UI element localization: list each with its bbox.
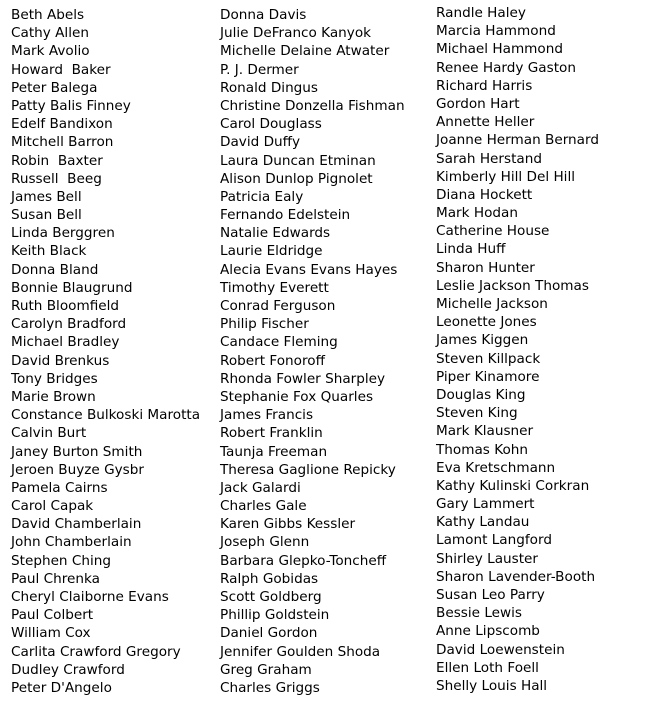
name-entry: Edelf Bandixon: [11, 116, 113, 133]
name-entry: Robert Franklin: [220, 425, 323, 442]
name-entry: Thomas Kohn: [436, 441, 528, 458]
name-entry: Joseph Glenn: [220, 534, 310, 551]
name-entry: Joanne Herman Bernard: [436, 132, 599, 149]
name-entry: Kathy Kulinski Corkran: [436, 477, 590, 494]
name-entry: Renee Hardy Gaston: [436, 59, 576, 76]
name-entry: Shirley Lauster: [436, 550, 538, 567]
name-entry: Charles Gale: [220, 498, 307, 515]
name-entry: Pamela Cairns: [11, 479, 108, 496]
name-entry: Carol Douglass: [220, 116, 322, 133]
name-entry: Leslie Jackson Thomas: [436, 277, 589, 294]
name-entry: Donna Bland: [11, 261, 99, 278]
name-entry: David Chamberlain: [11, 516, 142, 533]
name-entry: Laura Duncan Etminan: [220, 152, 376, 169]
name-entry: John Chamberlain: [11, 534, 132, 551]
name-entry: Michael Hammond: [436, 41, 563, 58]
name-entry: Lamont Langford: [436, 532, 552, 549]
name-entry: Christine Donzella Fishman: [220, 97, 405, 114]
name-entry: Eva Kretschmann: [436, 459, 556, 476]
name-entry: Tony Bridges: [11, 370, 98, 387]
name-entry: Mark Hodan: [436, 205, 518, 222]
name-entry: Sharon Lavender-Booth: [436, 568, 596, 585]
name-entry: Linda Berggren: [11, 225, 115, 242]
name-entry: David Duffy: [220, 134, 301, 151]
name-entry: Donna Davis: [220, 7, 307, 23]
name-entry: Kathy Landau: [436, 514, 530, 531]
name-entry: Anne Lipscomb: [436, 623, 540, 640]
name-entry: Fernando Edelstein: [220, 207, 351, 224]
name-entry: Patricia Ealy: [220, 188, 304, 205]
name-entry: Beth Abels: [11, 7, 85, 23]
name-entry: Scott Goldberg: [220, 589, 322, 605]
name-entry: Michelle Jackson: [436, 296, 548, 312]
name-entry: Howard Baker: [11, 61, 111, 78]
name-entry: Constance Bulkoski Marotta: [11, 407, 201, 424]
name-column-1: [11, 6, 200, 697]
name-entry: Sarah Herstand: [436, 150, 542, 167]
name-entry: Mark Klausner: [436, 423, 534, 440]
name-entry: Catherine House: [436, 223, 550, 240]
name-entry: Bessie Lewis: [436, 605, 522, 622]
name-entry: Ellen Loth Foell: [436, 659, 539, 676]
name-entry: Natalie Edwards: [220, 225, 331, 242]
name-entry: Charles Griggs: [220, 679, 320, 696]
name-entry: Richard Harris: [436, 77, 533, 94]
name-entry: Susan Bell: [11, 207, 82, 224]
name-entry: Laurie Eldridge: [220, 243, 323, 260]
name-entry: Cheryl Claiborne Evans: [11, 589, 169, 605]
name-entry: James Kiggen: [436, 332, 529, 349]
name-entry: Alison Dunlop Pignolet: [220, 170, 373, 187]
name-entry: Douglas King: [436, 386, 526, 403]
name-entry: Timothy Everett: [220, 279, 329, 296]
name-column-2: [220, 6, 405, 697]
name-entry: Theresa Gaglione Repicky: [220, 461, 396, 478]
name-entry: Keith Black: [11, 243, 87, 260]
name-entry: Calvin Burt: [11, 425, 87, 442]
name-entry: Shelly Louis Hall: [436, 677, 548, 694]
name-entry: Cathy Allen: [11, 25, 89, 42]
name-entry: Bonnie Blaugrund: [11, 279, 133, 296]
name-entry: Leonette Jones: [436, 314, 537, 331]
name-column-3: [436, 4, 599, 695]
name-entry: Robert Fonoroff: [220, 352, 325, 369]
name-entry: William Cox: [11, 625, 91, 642]
name-entry: Sharon Hunter: [436, 259, 535, 276]
name-entry: Susan Leo Parry: [436, 587, 545, 603]
name-entry: Linda Huff: [436, 241, 506, 258]
name-entry: Steven Killpack: [436, 350, 541, 367]
name-entry: P. J. Dermer: [220, 61, 299, 78]
name-entry: Randle Haley: [436, 5, 526, 21]
name-entry: Gordon Hart: [436, 95, 520, 112]
name-entry: Patty Balis Finney: [11, 97, 131, 114]
name-entry: Julie DeFranco Kanyok: [220, 25, 372, 42]
name-entry: David Brenkus: [11, 352, 110, 369]
name-entry: Jennifer Goulden Shoda: [220, 643, 381, 660]
name-entry: Carol Capak: [11, 498, 94, 515]
name-entry: David Loewenstein: [436, 641, 565, 658]
name-entry: Stephanie Fox Quarles: [220, 388, 374, 405]
name-entry: Ronald Dingus: [220, 79, 319, 96]
name-entry: Greg Graham: [220, 661, 312, 678]
name-entry: Kimberly Hill Del Hill: [436, 168, 576, 185]
name-entry: Alecia Evans Evans Hayes: [220, 261, 398, 278]
name-entry: Marie Brown: [11, 388, 96, 405]
name-entry: Piper Kinamore: [436, 368, 540, 385]
name-entry: Paul Chrenka: [11, 570, 100, 587]
name-entry: James Francis: [220, 407, 314, 424]
name-entry: Phillip Goldstein: [220, 607, 330, 624]
name-entry: Janey Burton Smith: [11, 443, 143, 460]
name-entry: Peter Balega: [11, 79, 98, 96]
name-entry: Candace Fleming: [220, 334, 338, 351]
name-entry: Steven King: [436, 405, 518, 422]
name-entry: Conrad Ferguson: [220, 298, 336, 314]
name-entry: Jeroen Buyze Gysbr: [11, 461, 144, 478]
name-entry: Michael Bradley: [11, 334, 120, 351]
name-entry: Karen Gibbs Kessler: [220, 516, 356, 533]
name-entry: Diana Hockett: [436, 186, 533, 203]
name-entry: Robin Baxter: [11, 152, 103, 169]
name-entry: Marcia Hammond: [436, 23, 556, 40]
name-entry: Mitchell Barron: [11, 134, 114, 151]
name-entry: Carolyn Bradford: [11, 316, 127, 333]
name-entry: Philip Fischer: [220, 316, 309, 333]
name-entry: Michelle Delaine Atwater: [220, 43, 390, 60]
name-entry: Taunja Freeman: [220, 443, 328, 460]
name-entry: Stephen Ching: [11, 552, 111, 569]
name-entry: Peter D'Angelo: [11, 679, 112, 696]
name-entry: Annette Heller: [436, 114, 535, 131]
name-entry: Paul Colbert: [11, 607, 94, 624]
name-entry: Russell Beeg: [11, 170, 102, 187]
name-entry: Mark Avolio: [11, 43, 90, 60]
name-entry: Gary Lammert: [436, 496, 535, 513]
name-entry: Daniel Gordon: [220, 625, 318, 642]
name-entry: Ralph Gobidas: [220, 570, 319, 587]
name-entry: Barbara Glepko-Toncheff: [220, 552, 387, 569]
name-entry: Rhonda Fowler Sharpley: [220, 370, 386, 387]
name-entry: Dudley Crawford: [11, 661, 125, 678]
name-entry: Ruth Bloomfield: [11, 298, 120, 314]
name-entry: Jack Galardi: [220, 479, 301, 496]
name-entry: James Bell: [11, 188, 82, 205]
name-entry: Carlita Crawford Gregory: [11, 643, 181, 660]
